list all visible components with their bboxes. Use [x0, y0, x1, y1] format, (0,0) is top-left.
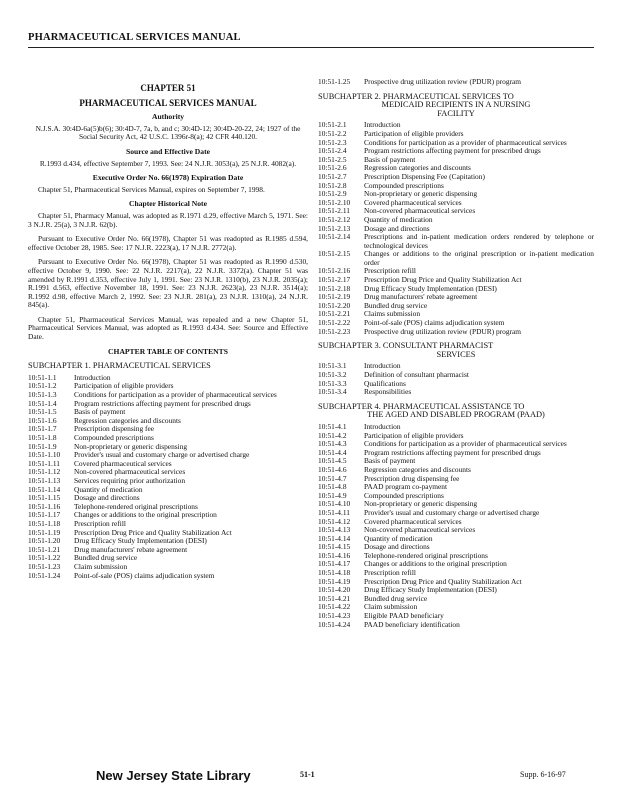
section-number: 10:51-4.24	[318, 619, 351, 629]
section-number: 10:51-4.9	[318, 490, 347, 500]
section-title: PAAD program co-payment	[364, 482, 448, 492]
section-number: 10:51-4.8	[318, 482, 347, 492]
section-title: Introduction	[74, 372, 111, 382]
section-title: Drug manufacturers' rebate agreement	[364, 292, 478, 302]
section-number: 10:51-2.15	[318, 249, 351, 259]
section-title: Quantity of medication	[364, 214, 433, 224]
section-title: Prescriptions and in-patient medication orders rendered by telephone or technological devices	[364, 232, 594, 250]
section-number: 10:51-4.17	[318, 559, 351, 569]
section-number: 10:51-4.1	[318, 421, 347, 431]
section-number: 10:51-2.12	[318, 214, 351, 224]
toc-entry	[28, 546, 308, 555]
section-title: Prescription refill	[74, 518, 126, 528]
section-number: 10:51-2.9	[318, 189, 347, 199]
section-title: Introduction	[364, 361, 401, 371]
section-number: 10:51-1.5	[28, 407, 57, 417]
history-heading: Chapter Historical Note	[129, 199, 207, 209]
section-title: Regression categories and discounts	[364, 163, 471, 173]
section-number: 10:51-2.18	[318, 283, 351, 293]
section-number: 10:51-1.6	[28, 415, 57, 425]
history-paragraph: Chapter 51, Pharmacy Manual, was adopted as R.1971 d.29, effective March 5, 1971. See: 3 N.J.R. 25(a), 3 N.J.R. 62(b).	[28, 210, 308, 229]
history-paragraph: Pursuant to Executive Order No. 66(1978), Chapter 51 was readopted as R.1985 d.594, effective October 28, 1985. See: 17 N.J.R. 2223(a), 17 N.J.R. 2772(a).	[28, 234, 308, 252]
section-title: Drug manufacturers' rebate agreement	[74, 544, 188, 554]
section-title: Bundled drug service	[364, 593, 428, 603]
section-number: 10:51-4.13	[318, 525, 351, 535]
toc-entry	[318, 371, 594, 380]
toc-entry	[318, 380, 594, 389]
section-number: 10:51-1.12	[28, 467, 61, 477]
toc-entry	[318, 535, 594, 544]
toc-entry	[318, 586, 594, 595]
section-title: Compounded prescriptions	[74, 433, 154, 442]
section-title: Program restrictions affecting payment for prescribed drugs	[364, 146, 541, 156]
section-number: 10:51-4.14	[318, 533, 351, 543]
subchapter-1-list	[28, 374, 308, 580]
section-number: 10:51-1.17	[28, 510, 61, 520]
section-title: Participation of eligible providers	[74, 381, 174, 391]
section-number: 10:51-4.2	[318, 430, 347, 440]
section-title: Changes or additions to the original prescription	[364, 559, 507, 569]
toc-entry	[318, 293, 594, 302]
section-title: Introduction	[364, 120, 401, 130]
section-number: 10:51-4.7	[318, 473, 347, 483]
toc-entry	[28, 417, 308, 426]
section-number: 10:51-2.13	[318, 223, 351, 233]
section-number: 10:51-1.4	[28, 398, 57, 408]
section-title: Claims submission	[364, 309, 421, 319]
section-title: Prescription refill	[364, 568, 416, 578]
section-number: 10:51-1.3	[28, 390, 57, 400]
section-title: Point-of-sale (POS) claims adjudication system	[364, 318, 505, 328]
section-title: Quantity of medication	[74, 484, 143, 494]
toc-entry	[318, 603, 594, 612]
section-title: Changes or additions to the original prescription or in-patient medication order	[364, 249, 594, 267]
section-title: Telephone-rendered original prescriptions	[74, 501, 198, 511]
section-title: Changes or additions to the original prescription	[74, 510, 217, 520]
section-number: 10:51-2.17	[318, 275, 351, 285]
source-text: R.1993 d.434, effective September 7, 1993. See: 24 N.J.R. 3053(a), 25 N.J.R. 4082(a).	[39, 158, 297, 168]
section-number: 10:51-1.13	[28, 475, 61, 485]
toc-entry	[318, 388, 594, 397]
toc-entry	[28, 511, 308, 520]
toc-entry	[318, 207, 594, 216]
subchapter-3-list	[318, 362, 594, 396]
toc-entry	[318, 483, 594, 492]
section-title: Compounded prescriptions	[364, 490, 444, 500]
subchapter-3-title-line: SUBCHAPTER 3. CONSULTANT PHARMACIST	[318, 341, 494, 351]
subchapter-4-title-line: SUBCHAPTER 4. PHARMACEUTICAL ASSISTANCE TO	[318, 401, 525, 411]
section-title: Conditions for participation as a provider of pharmaceutical services	[364, 439, 567, 449]
toc-entry	[318, 302, 594, 311]
section-number: 10:51-2.22	[318, 318, 351, 328]
section-title: Qualifications	[364, 378, 406, 388]
section-number: 10:51-2.8	[318, 180, 347, 190]
section-title: Provider's usual and customary charge or advertised charge	[74, 450, 250, 460]
source-heading: Source and Effective Date	[125, 146, 210, 156]
section-number: 10:51-1.21	[28, 544, 61, 554]
section-number: 10:51-2.14	[318, 232, 351, 242]
section-number: 10:51-1.10	[28, 450, 61, 460]
section-title: Drug Efficacy Study Implementation (DESI)	[364, 283, 497, 293]
subchapter-4-list	[318, 423, 594, 629]
section-title: Non-proprietary or generic dispensing	[364, 499, 478, 509]
toc-entry	[28, 554, 308, 563]
page-number: 51-1	[300, 770, 315, 779]
section-number: 10:51-1.1	[28, 372, 57, 382]
section-number: 10:51-2.19	[318, 292, 351, 302]
section-number: 10:51-4.16	[318, 550, 351, 560]
section-number: 10:51-2.4	[318, 146, 347, 156]
section-number: 10:51-2.1	[318, 120, 347, 130]
toc-entry	[318, 475, 594, 484]
section-title: Conditions for participation as a provider of pharmaceutical services	[74, 390, 277, 400]
section-title: Prospective drug utilization review (PDUR) program	[364, 326, 522, 336]
header-rule	[28, 47, 594, 48]
subchapter-2-title-line: MEDICAID RECIPIENTS IN A NURSING	[381, 100, 531, 110]
section-number: 10:51-1.16	[28, 501, 61, 511]
left-column	[28, 78, 308, 580]
section-title: Prescription Drug Price and Quality Stabilization Act	[364, 576, 522, 586]
toc-entry	[28, 572, 308, 581]
subchapter-1-continued-list	[318, 78, 594, 87]
section-title: Regression categories and discounts	[74, 415, 181, 425]
section-number: 10:51-1.22	[28, 553, 61, 563]
section-number: 10:51-2.7	[318, 171, 347, 181]
section-title: Prescription Drug Price and Quality Stabilization Act	[364, 275, 522, 285]
toc-entry	[318, 147, 594, 156]
toc-heading: CHAPTER TABLE OF CONTENTS	[108, 346, 228, 356]
toc-entry	[318, 621, 594, 630]
section-title: Dosage and directions	[74, 493, 140, 503]
section-title: Prospective drug utilization review (PDUR) program	[364, 77, 522, 86]
section-title: Drug Efficacy Study Implementation (DESI)	[74, 536, 207, 546]
section-number: 10:51-4.11	[318, 507, 350, 517]
subchapter-2-title	[318, 93, 594, 119]
section-title: Definition of consultant pharmacist	[364, 370, 469, 379]
toc-entry	[318, 173, 594, 182]
history-paragraph: Pursuant to Executive Order No. 66(1978), Chapter 51 was readopted as R.1990 d.530, effective October 9, 1990. See: 22 N.J.R. 2217(a), 22 N.J.R. 3372(a). Chapter 51 was amended by R.1991 d.353, effective July 1, 1991. See: 23 N.J.R. 1310(b), 23 N.J.R. 2035(a); R.1991 d.563, effective November 18, 1991. See: 23 N.J.R. 2623(a), 23 N.J.R. 3514(a); R.1992 d.98, effective March 2, 1992. See: 23 N.J.R. 281(a), 23 N.J.R. 1310(a), 24 N.J.R. 845(a).	[28, 257, 308, 310]
section-title: Quantity of medication	[364, 533, 433, 543]
section-number: 10:51-3.1	[318, 361, 347, 371]
toc-entry	[28, 425, 308, 434]
section-number: 10:51-2.6	[318, 163, 347, 173]
section-number: 10:51-4.18	[318, 568, 351, 578]
section-title: Participation of eligible providers	[364, 128, 464, 138]
section-title: Non-covered pharmaceutical services	[364, 206, 476, 216]
section-number: 10:51-2.20	[318, 300, 351, 310]
toc-entry	[318, 328, 594, 337]
section-number: 10:51-1.9	[28, 441, 57, 451]
section-title: Prescription Drug Price and Quality Stabilization Act	[74, 527, 232, 537]
section-title: Non-covered pharmaceutical services	[364, 525, 476, 535]
toc-entry	[28, 400, 308, 409]
section-number: 10:51-4.21	[318, 593, 351, 603]
section-title: Program restrictions affecting payment for prescribed drugs	[74, 398, 251, 408]
subchapter-3-title-line: SERVICES	[436, 349, 476, 359]
library-stamp: New Jersey State Library	[96, 768, 251, 783]
section-title: PAAD beneficiary identification	[364, 619, 460, 629]
toc-entry	[28, 477, 308, 486]
section-number: 10:51-1.20	[28, 536, 61, 546]
section-number: 10:51-1.14	[28, 484, 61, 494]
section-number: 10:51-4.12	[318, 516, 351, 526]
section-number: 10:51-2.11	[318, 206, 350, 216]
toc-entry	[318, 526, 594, 535]
subchapter-2-title-line: SUBCHAPTER 2. PHARMACEUTICAL SERVICES TO	[318, 91, 514, 101]
section-number: 10:51-1.23	[28, 561, 61, 571]
toc-entry	[318, 233, 594, 250]
section-number: 10:51-1.18	[28, 518, 61, 528]
section-title: Covered pharmaceutical services	[364, 197, 462, 207]
section-number: 10:51-4.5	[318, 456, 347, 466]
toc-entry	[318, 560, 594, 569]
supplement-date: Supp. 6-16-97	[520, 770, 566, 779]
subchapter-2-list	[318, 121, 594, 336]
section-number: 10:51-2.10	[318, 197, 351, 207]
toc-entry	[318, 449, 594, 458]
section-title: Claim submission	[364, 602, 418, 612]
section-title: Eligible PAAD beneficiary	[364, 611, 444, 621]
section-title: Drug Efficacy Study Implementation (DESI)	[364, 585, 497, 595]
section-title: Basis of payment	[364, 456, 416, 466]
section-title: Prescription refill	[364, 266, 416, 276]
section-number: 10:51-2.3	[318, 137, 347, 147]
chapter-number: CHAPTER 51	[140, 83, 196, 93]
section-title: Compounded prescriptions	[364, 180, 444, 190]
section-title: Covered pharmaceutical services	[74, 458, 172, 468]
history-paragraph: Chapter 51, Pharmaceutical Services Manual, was repealed and a new Chapter 51, Pharmaceutical Services Manual, was adopted as R.1993 d.434. See: Source and Effective Date.	[28, 314, 308, 342]
section-number: 10:51-4.19	[318, 576, 351, 586]
section-number: 10:51-1.24	[28, 570, 61, 580]
section-title: Point-of-sale (POS) claims adjudication system	[74, 570, 215, 580]
section-title: Services requiring prior authorization	[74, 475, 186, 485]
chapter-title: PHARMACEUTICAL SERVICES MANUAL	[79, 97, 257, 108]
section-number: 10:51-1.8	[28, 433, 57, 442]
authority-text: N.J.S.A. 30:4D-6a(5)b(6); 30:4D-7, 7a, b, and c; 30:4D-12; 30:4D-20-22, 24; 1927 of the Social Security Act, 42 U.S.C. 1396r-8(a); 42 CFR 440.120.	[35, 123, 301, 142]
section-title: Regression categories and discounts	[364, 464, 471, 474]
section-title: Prescription Dispensing Fee (Capitation)	[364, 171, 485, 181]
section-title: Non-proprietary or generic dispensing	[74, 441, 188, 451]
section-number: 10:51-2.21	[318, 309, 351, 319]
toc-entry	[28, 486, 308, 495]
exec-order-text: Chapter 51, Pharmaceutical Services Manual, expires on September 7, 1998.	[38, 184, 265, 194]
toc-entry	[318, 595, 594, 604]
section-number: 10:51-3.4	[318, 387, 347, 397]
section-number: 10:51-2.23	[318, 326, 351, 336]
section-number: 10:51-1.7	[28, 424, 57, 434]
section-number: 10:51-4.10	[318, 499, 351, 509]
section-number: 10:51-4.4	[318, 447, 347, 457]
section-number: 10:51-3.3	[318, 378, 347, 388]
subchapter-3-title	[318, 342, 594, 359]
section-title: Provider's usual and customary charge or advertised charge	[364, 507, 540, 517]
authority-heading: Authority	[151, 112, 185, 122]
section-number: 10:51-4.20	[318, 585, 351, 595]
section-number: 10:51-4.15	[318, 542, 351, 552]
subchapter-4-title-line: THE AGED AND DISABLED PROGRAM (PAAD)	[367, 410, 545, 420]
section-number: 10:51-4.3	[318, 439, 347, 449]
section-title: Conditions for participation as a provider of pharmaceutical services	[364, 137, 567, 147]
section-title: Prescription dispensing fee	[74, 424, 155, 434]
section-title: Bundled drug service	[364, 300, 428, 310]
right-column	[318, 78, 594, 629]
section-number: 10:51-1.2	[28, 381, 57, 391]
section-number: 10:51-2.16	[318, 266, 351, 276]
subchapter-2-title-line: FACILITY	[437, 108, 475, 118]
section-title: Dosage and directions	[364, 542, 430, 552]
section-number: 10:51-2.5	[318, 154, 347, 164]
section-number: 10:51-1.15	[28, 493, 61, 503]
section-title: Bundled drug service	[74, 553, 138, 563]
section-title: Non-proprietary or generic dispensing	[364, 189, 478, 199]
section-title: Basis of payment	[364, 154, 416, 164]
section-number: 10:51-4.23	[318, 611, 351, 621]
section-number: 10:51-2.2	[318, 128, 347, 138]
section-title: Dosage and directions	[364, 223, 430, 233]
section-title: Claim submission	[74, 561, 128, 571]
toc-entry	[318, 250, 594, 267]
section-number: 10:51-3.2	[318, 370, 347, 379]
toc-entry	[318, 216, 594, 225]
subchapter-4-title	[318, 403, 594, 420]
section-title: Prescription drug dispensing fee	[364, 473, 460, 483]
section-title: Program restrictions affecting payment for prescribed drugs	[364, 447, 541, 457]
toc-entry	[318, 78, 594, 87]
exec-order-heading: Executive Order No. 66(1978) Expiration Date	[92, 173, 244, 183]
subchapter-1-title: SUBCHAPTER 1. PHARMACEUTICAL SERVICES	[28, 361, 211, 371]
section-number: 10:51-1.25	[318, 77, 351, 86]
section-title: Covered pharmaceutical services	[364, 516, 462, 526]
running-header: PHARMACEUTICAL SERVICES MANUAL	[28, 32, 241, 43]
section-title: Introduction	[364, 421, 401, 431]
section-title: Non-covered pharmaceutical services	[74, 467, 186, 477]
section-title: Telephone-rendered original prescriptions	[364, 550, 488, 560]
section-title: Participation of eligible providers	[364, 430, 464, 440]
section-number: 10:51-4.22	[318, 602, 351, 612]
section-number: 10:51-1.19	[28, 527, 61, 537]
section-number: 10:51-1.11	[28, 458, 60, 468]
section-title: Basis of payment	[74, 407, 126, 417]
section-title: Responsibilities	[364, 387, 412, 397]
section-number: 10:51-4.6	[318, 464, 347, 474]
